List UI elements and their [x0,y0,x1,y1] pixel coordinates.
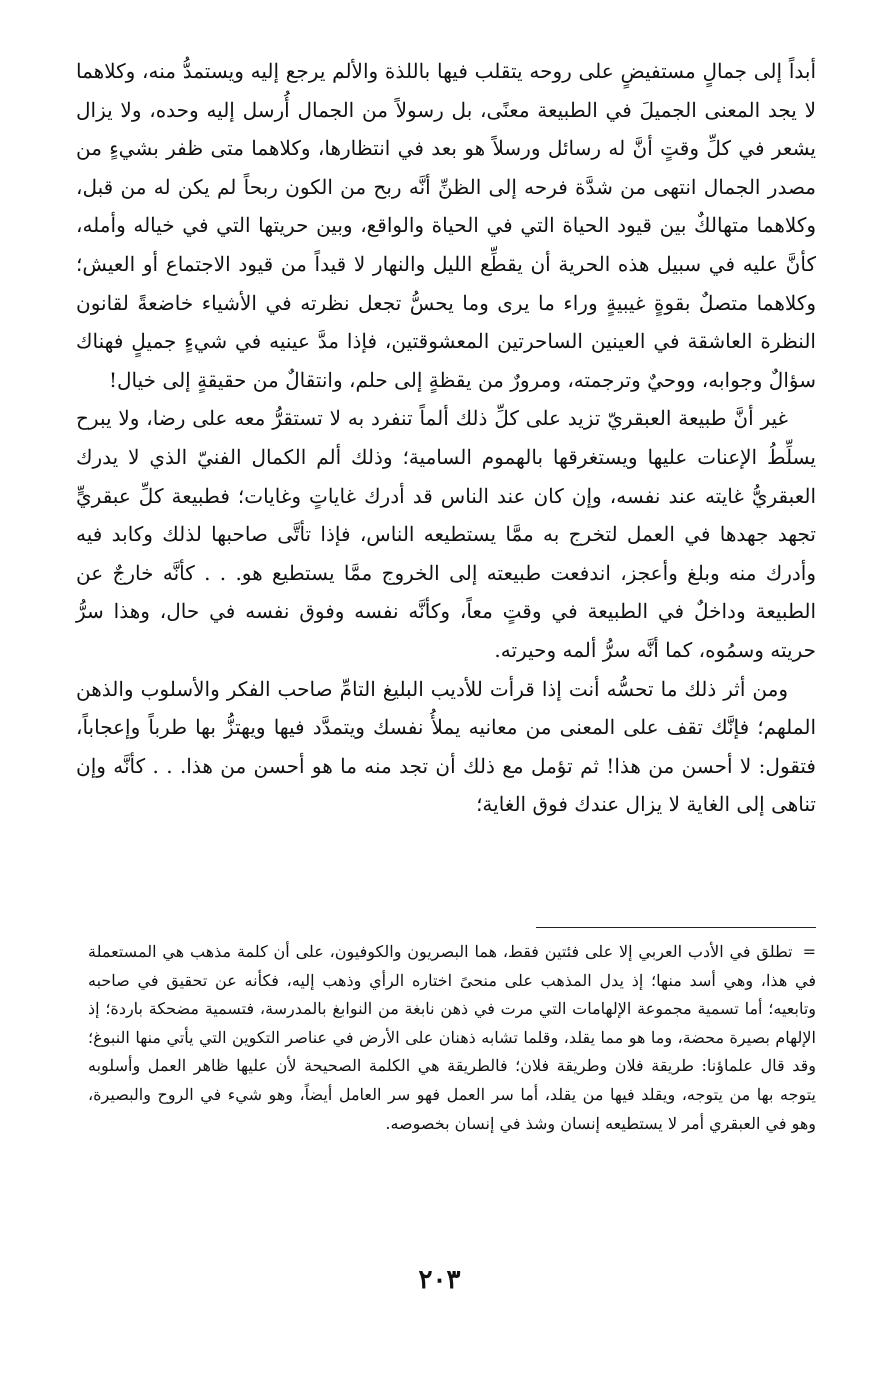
footnote-continuation-marker: = [802,942,816,961]
paragraph-1: أبداً إلى جمالٍ مستفيضٍ على روحه يتقلب فيها باللذة والألم يرجع إليه ويستمدُّ منه، وكلاهما لا يجد المعنى الجميلَ في الطبيعة معنًى، بل رسولاً من الجمال أُرسل إليه وحده، ولا يزال يشعر في كلِّ وقتٍ أنَّ له رسائل ورسلاً هو بعد في انتظارها، وكلاهما متى ظفر بشيءٍ من مصدر الجمال انتهى من شدَّة فرحه إلى الظنِّ أنَّه ربح من الكون ربحاً لم يكن له من قبل، وكلاهما متهالكٌ بين قيود الحياة التي في الحياة والواقع، وبين حريتها التي في خياله وأمله، كأنَّ عليه في سبيل هذه الحرية أن يقطِّع الليل والنهار لا قيداً من قيود الاجتماع أو العيش؛ وكلاهما متصلٌ بقوةٍ غيبيةٍ وراء ما يرى وما يحسُّ تجعل نظرته في الأشياء خاضعةً لقانون النظرة العاشقة في العينين الساحرتين المعشوقتين، فإذا مدَّ عينيه في شيءٍ جميلٍ فهناك سؤالٌ وجوابه، ووحيٌ وترجمته، ومرورٌ من يقظةٍ إلى حلم، وانتقالٌ من حقيقةٍ إلى خيال! [76,59,816,392]
footnote [88,938,816,1138]
footnote-divider [536,927,816,928]
paragraph-3: ومن أثر ذلك ما تحسُّه أنت إذا قرأت للأديب البليغ التامِّ صاحب الفكر والأسلوب والذهن الملهم؛ فإنَّك تقف على المعنى من معانيه يملأُ نفسك ويتمدَّد فيها ويهتزُّ بها طرباً وإعجاباً، فتقول: لا أحسن من هذا! ثم تؤمل مع ذلك أن تجد منه ما هو أحسن من هذا. . . كأنَّه وإن تناهى إلى الغاية لا يزال عندك فوق الغاية؛ [76,676,816,817]
paragraph-2: غير أنَّ طبيعة العبقريّ تزيد على كلِّ ذلك ألماً تنفرد به لا تستقرُّ معه على رضا، ولا يبرح يسلِّطُ الإعنات عليها ويستغرقها بالهموم السامية؛ وذلك ألم الكمال الفنيّ الذي لا يدرك العبقريُّ غايته عند نفسه، وإن كان عند الناس قد أدرك غاياتٍ وغايات؛ فطبيعة كلِّ عبقريٍّ تجهد جهدها في العمل لتخرج به ممَّا يستطيعه الناس، فإذا تأتَّى صاحبها لذلك وكابد فيه وأدرك منه وبلغ وأعجز، اندفعت طبيعته إلى الخروج ممَّا يستطيع هو. . . كأنَّه خارجٌ عن الطبيعة وداخلٌ في الطبيعة في وقتٍ معاً، وكأنَّه نفسه وفوق نفسه في حال، وهذا سرُّ حريته وسمُوه، كما أنَّه سرُّ ألمه وحيرته. [76,406,816,662]
page-number: ٢٠٣ [418,1265,461,1295]
main-text [76,52,816,824]
footnote-text: تطلق في الأدب العربي إلا على فئتين فقط، هما البصريون والكوفيون، على أن كلمة مذهب هي المستعملة في هذا، وهي أسد منها؛ إذ يدل المذهب على منحىً اختاره الرأي وذهب إليه، فكأنه عن تحقيق في صاحبه وتابعيه؛ أما تسمية مجموعة الإلهامات التي مرت في ذهن نابغة من النوابغ بالمدرسة، فتسمية مضحكة باردة؛ إذ الإلهام بصيرة محضة، وما هو مما يقلد، وقلما تشابه ذهنان على الأرض في عناصر التكوين التي يأتي منها النبوغ؛ وقد قال علماؤنا: طريقة فلان وطريقة فلان؛ فالطريقة هي الكلمة الصحيحة لأن عليها ظاهر العمل وأسلوبه يتوجه بها من يتوجه، ويقلد فيها من يقلد، أما سر العمل فهو سر العامل أيضاً، وهو شيء في الروح والبصيرة، وهو في العبقري أمر لا يستطيعه إنسان وشذ في إنسان بخصوصه. [88,942,817,1133]
